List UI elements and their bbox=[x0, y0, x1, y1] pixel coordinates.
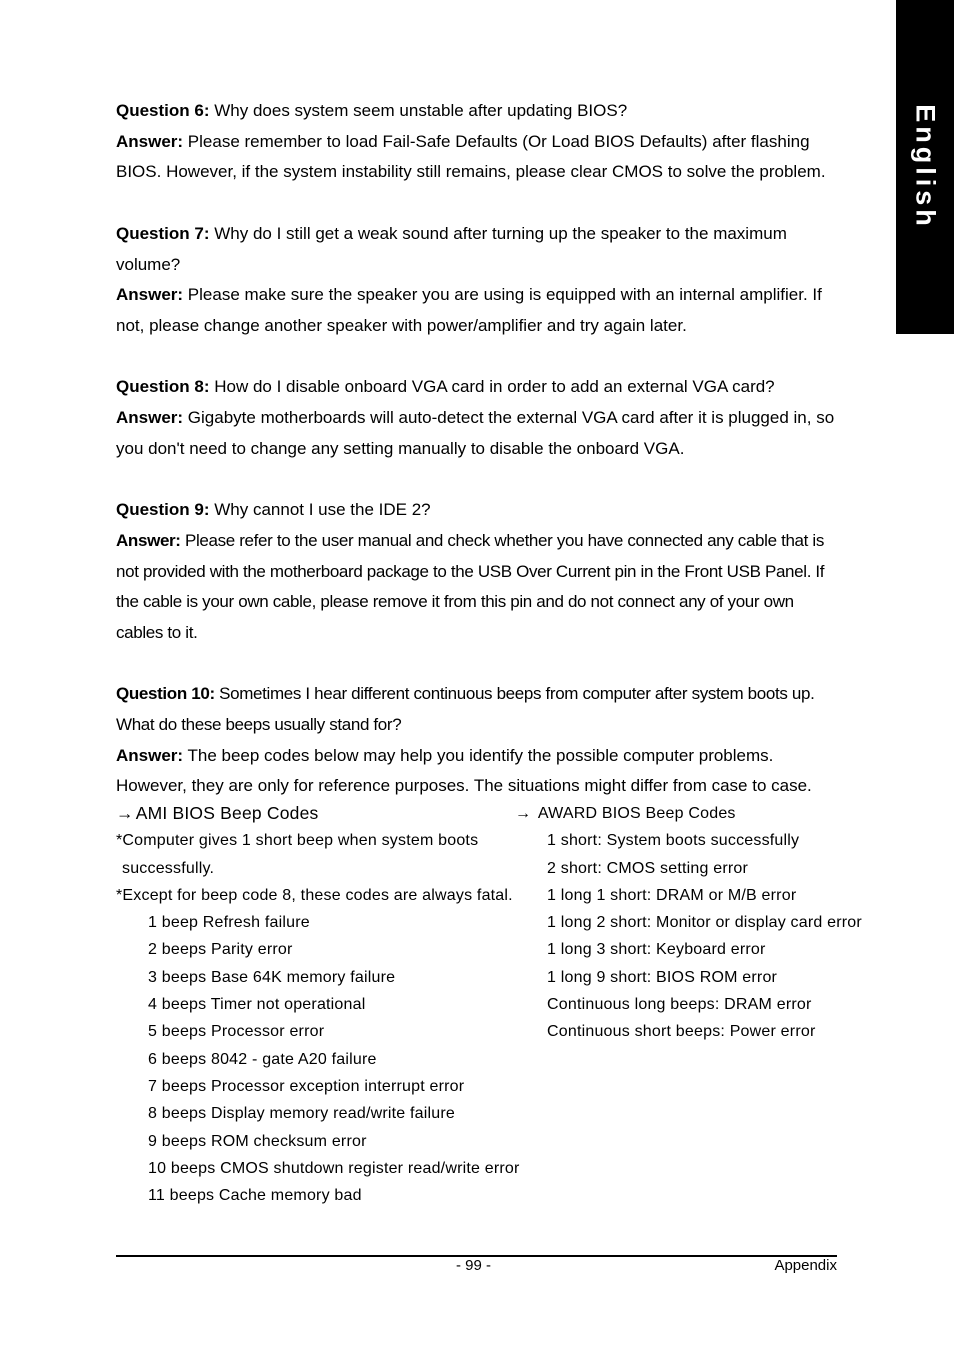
answer-label: Answer: bbox=[116, 285, 184, 305]
ami-code: 3 beeps Base 64K memory failure bbox=[148, 968, 396, 986]
answer-8 bbox=[116, 403, 841, 464]
faq-section bbox=[116, 96, 841, 802]
answer-label: Answer: bbox=[116, 745, 184, 765]
ami-code: 6 beeps 8042 - gate A20 failure bbox=[148, 1050, 377, 1068]
right-arrow-icon: → bbox=[116, 803, 134, 823]
award-code: 1 long 3 short: Keyboard error bbox=[547, 941, 766, 959]
ami-note-2: *Except for beep code 8, these codes are always fatal. bbox=[116, 886, 513, 904]
ami-code: 2 beeps Parity error bbox=[148, 941, 293, 959]
answer-text: The beep codes below may help you identify the possible computer problems. However, they are only for reference purposes. The situations might differ from case to case. bbox=[116, 745, 812, 796]
question-text: Why cannot I use the IDE 2? bbox=[209, 500, 431, 520]
award-title: AWARD BIOS Beep Codes bbox=[537, 805, 736, 822]
award-code: Continuous long beeps: DRAM error bbox=[547, 996, 812, 1014]
answer-9 bbox=[116, 526, 841, 649]
page-number: - 99 - bbox=[456, 1257, 492, 1274]
answer-label: Answer: bbox=[116, 131, 184, 151]
ami-code: 7 beeps Processor exception interrupt error bbox=[148, 1077, 465, 1095]
right-arrow-icon: → bbox=[515, 805, 532, 822]
question-label: Question 9: bbox=[116, 500, 210, 520]
answer-7 bbox=[116, 280, 841, 341]
award-title-row bbox=[515, 800, 862, 827]
ami-note-1: *Computer gives 1 short beep when system boots bbox=[116, 832, 479, 850]
award-code: 1 long 1 short: DRAM or M/B error bbox=[547, 886, 797, 904]
ami-code: 9 beeps ROM checksum error bbox=[148, 1132, 367, 1150]
language-tab-label: English bbox=[910, 104, 941, 230]
question-text: Why does system seem unstable after updating BIOS? bbox=[209, 101, 628, 120]
ami-title-row bbox=[116, 800, 520, 827]
answer-6 bbox=[116, 127, 841, 188]
question-label: Question 8: bbox=[116, 377, 210, 397]
question-label: Question 6: bbox=[116, 101, 210, 120]
ami-beep-codes bbox=[116, 800, 520, 1209]
ami-code: 11 beeps Cache memory bad bbox=[148, 1187, 362, 1205]
footer-section: Appendix bbox=[774, 1257, 837, 1274]
answer-text: Please remember to load Fail-Safe Defaults (Or Load BIOS Defaults) after flashing BIOS. However, if the system instability still remains, please clear CMOS to solve the problem. bbox=[116, 131, 826, 182]
question-text: Why do I still get a weak sound after turning up the speaker to the maximum volume? bbox=[116, 223, 787, 274]
question-label: Question 10: bbox=[116, 684, 215, 704]
ami-code: 10 beeps CMOS shutdown register read/write error bbox=[148, 1159, 520, 1177]
question-8 bbox=[116, 372, 841, 403]
award-code: 2 short: CMOS setting error bbox=[547, 859, 749, 877]
award-code: 1 long 2 short: Monitor or display card error bbox=[547, 914, 862, 932]
question-7 bbox=[116, 219, 841, 280]
ami-code: 5 beeps Processor error bbox=[148, 1023, 325, 1041]
ami-code: 4 beeps Timer not operational bbox=[148, 996, 366, 1014]
answer-10 bbox=[116, 741, 841, 802]
award-beep-codes bbox=[515, 800, 862, 1046]
ami-note-1-cont: successfully. bbox=[122, 859, 215, 877]
answer-label: Answer: bbox=[116, 530, 181, 550]
language-tab bbox=[896, 0, 954, 334]
question-6 bbox=[116, 96, 841, 127]
question-text: Sometimes I hear different continuous beeps from computer after system boots up. What do these beeps usually stand for? bbox=[116, 684, 815, 734]
ami-code: 1 beep Refresh failure bbox=[148, 914, 310, 932]
answer-text: Please make sure the speaker you are using is equipped with an internal amplifier. If not, please change another speaker with power/amplifier and try again later. bbox=[116, 285, 822, 335]
award-code: 1 short: System boots successfully bbox=[547, 832, 800, 850]
answer-text: Please refer to the user manual and check whether you have connected any cable that is not provided with the motherboard package to the USB Over Current pin in the Front USB Panel. If the cable is your own cable, please remove it from this pin and do not connect any of your own cables to it. bbox=[116, 530, 825, 642]
award-code: 1 long 9 short: BIOS ROM error bbox=[547, 968, 778, 986]
question-label: Question 7: bbox=[116, 223, 210, 243]
question-9 bbox=[116, 495, 841, 526]
answer-text: Gigabyte motherboards will auto-detect the external VGA card after it is plugged in, so you don't need to change any setting manually to disable the onboard VGA. bbox=[116, 408, 835, 458]
ami-title: AMI BIOS Beep Codes bbox=[135, 803, 319, 823]
answer-label: Answer: bbox=[116, 408, 184, 427]
question-text: How do I disable onboard VGA card in order to add an external VGA card? bbox=[209, 377, 775, 397]
ami-code: 8 beeps Display memory read/write failure bbox=[148, 1105, 455, 1123]
question-10 bbox=[116, 679, 841, 740]
award-code: Continuous short beeps: Power error bbox=[547, 1023, 816, 1041]
